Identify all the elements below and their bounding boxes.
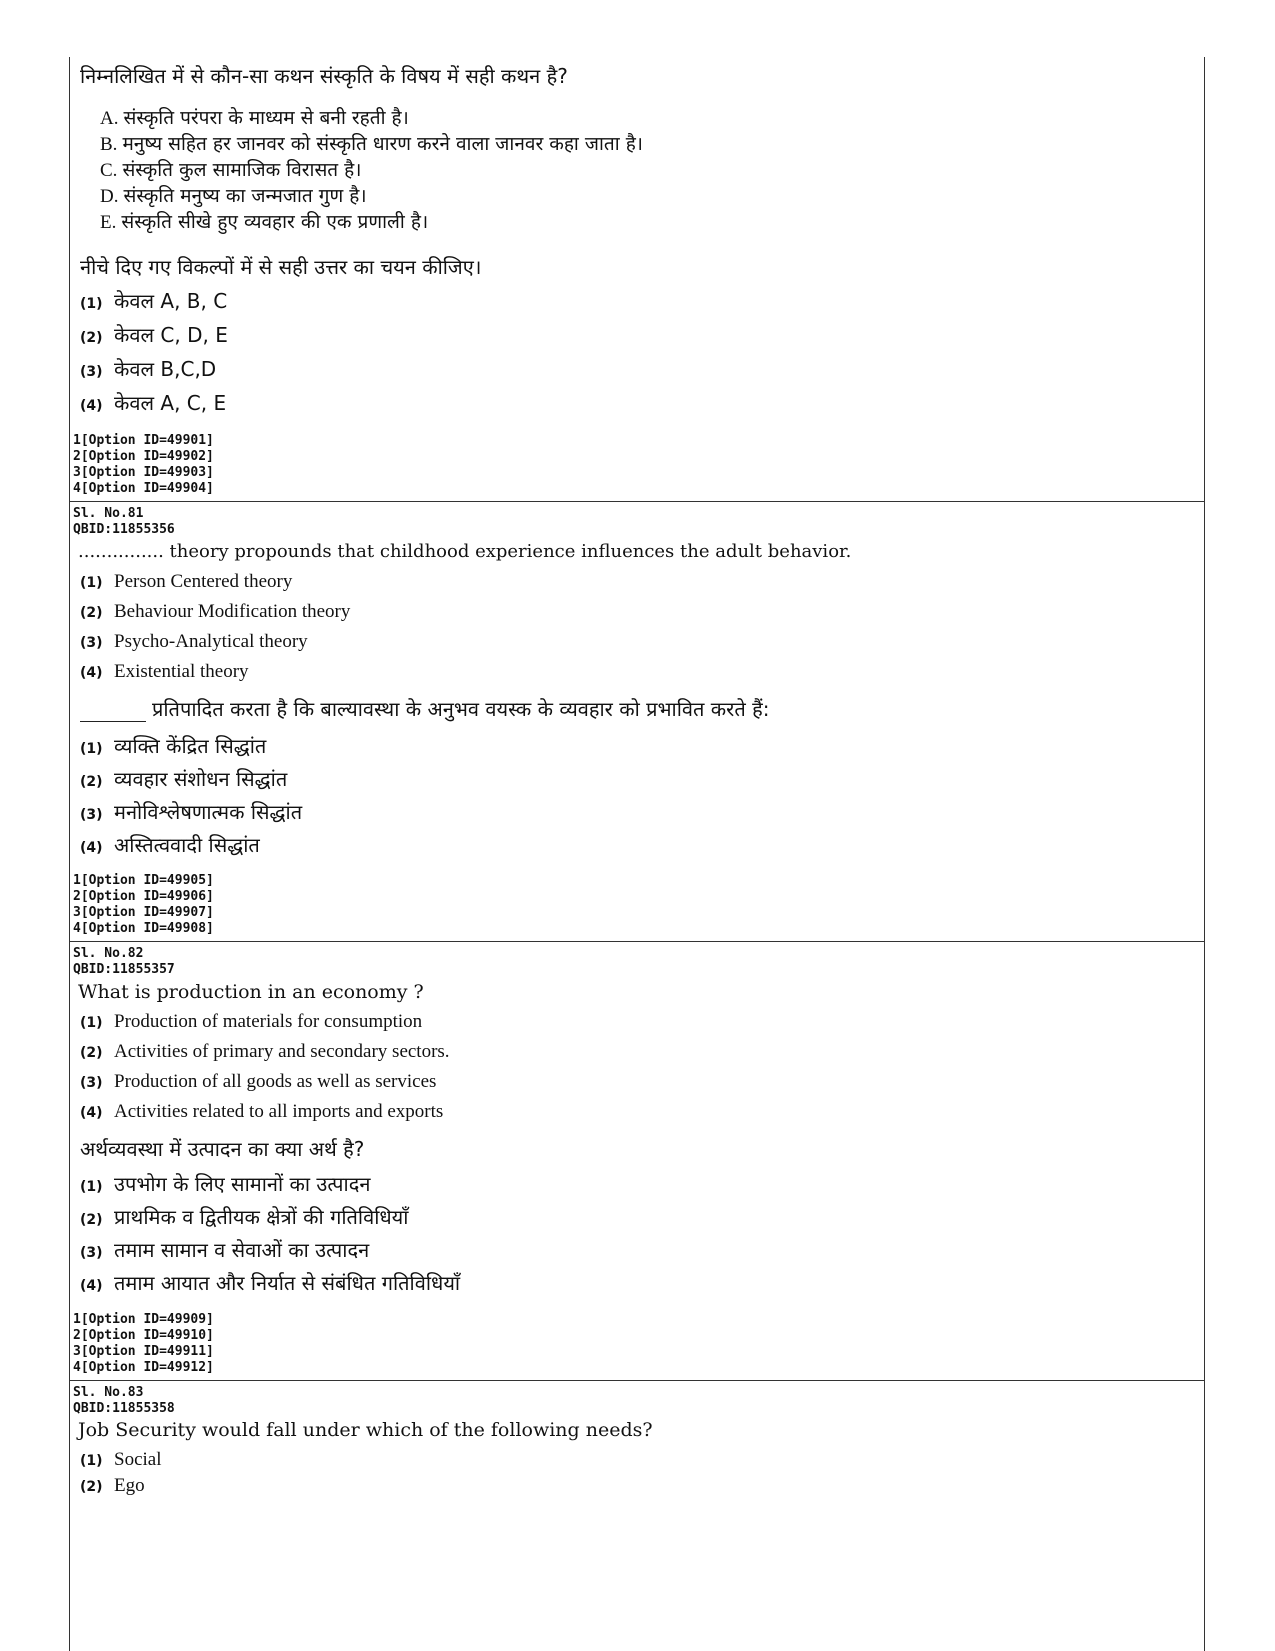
question-81-text-en: ............... theory propounds that childhood experience influences the adult behavior. <box>78 541 852 562</box>
option-1[interactable]: (1) केवल A, B, C <box>80 289 228 313</box>
statement-c: C. संस्कृति कुल सामाजिक विरासत है। <box>100 159 362 181</box>
serial-number: Sl. No.83 <box>73 1385 144 1400</box>
qbid: QBID:11855358 <box>73 1401 175 1416</box>
option-2[interactable]: (2) Activities of primary and secondary sectors. <box>80 1041 450 1062</box>
option-2[interactable]: (2) केवल C, D, E <box>80 323 228 347</box>
option-id-list: 1[Option ID=49905] 2[Option ID=49906] 3[Option ID=49907] 4[Option ID=49908] <box>73 873 214 936</box>
option-id-list: 1[Option ID=49901] 2[Option ID=49902] 3[Option ID=49903] 4[Option ID=49904] <box>73 433 214 496</box>
option-4-hi[interactable]: (4) तमाम आयात और निर्यात से संबंधित गतिविधियाँ <box>80 1271 461 1295</box>
option-4[interactable]: (4) Existential theory <box>80 661 249 682</box>
option-id-list: 1[Option ID=49909] 2[Option ID=49910] 3[Option ID=49911] 4[Option ID=49912] <box>73 1312 214 1375</box>
instruction-text: नीचे दिए गए विकल्पों में से सही उत्तर का चयन कीजिए। <box>80 255 482 279</box>
question-80-text-hi: निम्नलिखित में से कौन-सा कथन संस्कृति के विषय में सही कथन है? <box>80 64 568 88</box>
option-1[interactable]: (1) Person Centered theory <box>80 571 293 592</box>
option-3[interactable]: (3) केवल B,C,D <box>80 357 217 381</box>
option-4-hi[interactable]: (4) अस्तित्ववादी सिद्धांत <box>80 833 260 857</box>
statement-d: D. संस्कृति मनुष्य का जन्मजात गुण है। <box>100 185 367 207</box>
option-3-hi[interactable]: (3) मनोविश्लेषणात्मक सिद्धांत <box>80 800 303 824</box>
serial-number: Sl. No.81 <box>73 506 144 521</box>
fill-in-blank <box>80 703 146 722</box>
question-meta <box>73 946 175 978</box>
question-paper-page <box>69 57 1205 1651</box>
qbid: QBID:11855356 <box>73 522 175 537</box>
option-1-hi[interactable]: (1) उपभोग के लिए सामानों का उत्पादन <box>80 1172 371 1196</box>
question-82-text-en: What is production in an economy ? <box>78 981 424 1003</box>
option-2[interactable]: (2) Ego <box>80 1475 145 1496</box>
question-82-text-hi: अर्थव्यवस्था में उत्पादन का क्या अर्थ है? <box>80 1137 365 1161</box>
divider <box>70 1380 1204 1381</box>
option-3-hi[interactable]: (3) तमाम सामान व सेवाओं का उत्पादन <box>80 1238 370 1262</box>
question-meta <box>73 506 175 538</box>
statement-e: E. संस्कृति सीखे हुए व्यवहार की एक प्रणाली है। <box>100 211 429 233</box>
serial-number: Sl. No.82 <box>73 946 144 961</box>
divider <box>70 501 1204 502</box>
option-2[interactable]: (2) Behaviour Modification theory <box>80 601 351 622</box>
option-1-hi[interactable]: (1) व्यक्ति केंद्रित सिद्धांत <box>80 734 267 758</box>
question-meta <box>73 1385 175 1417</box>
question-81-text-hi: प्रतिपादित करता है कि बाल्यावस्था के अनुभव वयस्क के व्यवहार को प्रभावित करते हैं: <box>80 695 769 722</box>
divider <box>70 941 1204 942</box>
option-1[interactable]: (1) Production of materials for consumption <box>80 1011 423 1032</box>
statement-a: A. संस्कृति परंपरा के माध्यम से बनी रहती है। <box>100 107 409 129</box>
qbid: QBID:11855357 <box>73 962 175 977</box>
option-4[interactable]: (4) केवल A, C, E <box>80 391 227 415</box>
option-2-hi[interactable]: (2) प्राथमिक व द्वितीयक क्षेत्रों की गतिविधियाँ <box>80 1205 409 1229</box>
option-4[interactable]: (4) Activities related to all imports and exports <box>80 1101 444 1122</box>
statement-b: B. मनुष्य सहित हर जानवर को संस्कृति धारण करने वाला जानवर कहा जाता है। <box>100 133 643 155</box>
option-1[interactable]: (1) Social <box>80 1449 162 1470</box>
option-2-hi[interactable]: (2) व्यवहार संशोधन सिद्धांत <box>80 767 288 791</box>
option-3[interactable]: (3) Psycho-Analytical theory <box>80 631 308 652</box>
question-83-text-en: Job Security would fall under which of the following needs? <box>78 1419 653 1441</box>
option-3[interactable]: (3) Production of all goods as well as services <box>80 1071 437 1092</box>
